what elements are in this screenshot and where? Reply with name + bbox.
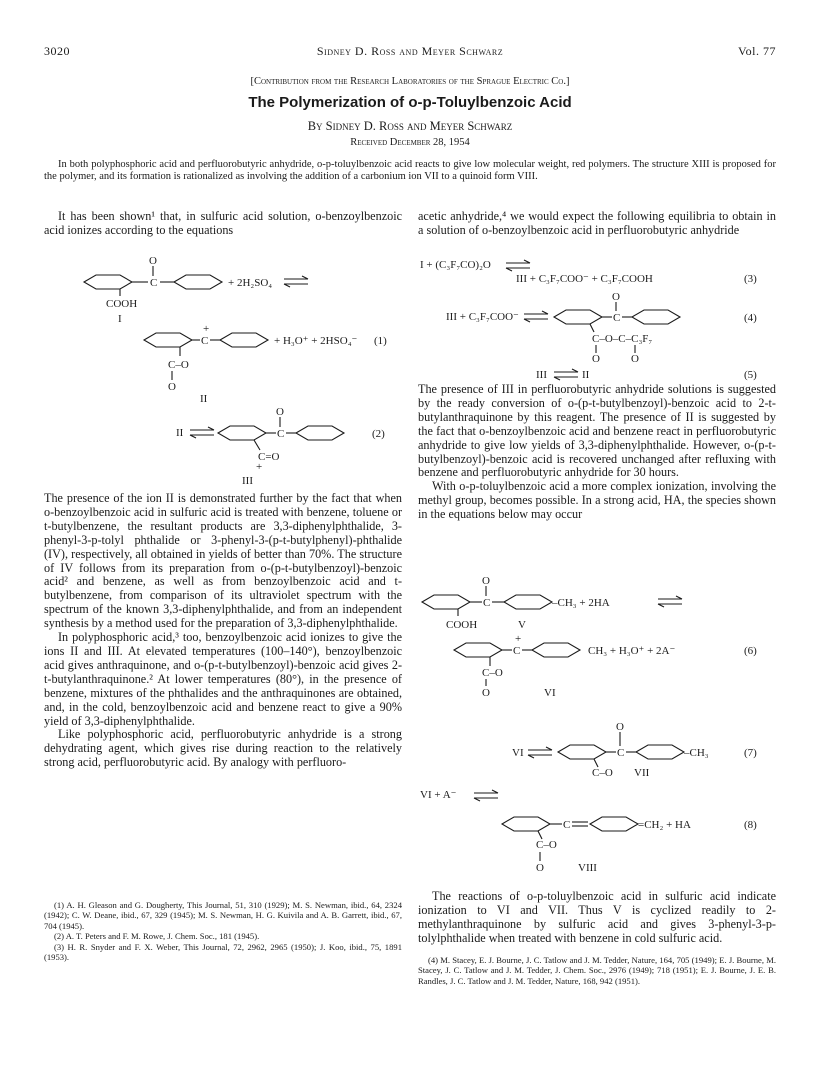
ion-VI-label: VI (544, 687, 556, 699)
carbon-label: C (563, 819, 571, 831)
benzene-ring (504, 595, 552, 609)
carbon-label: C (613, 312, 621, 324)
left-paragraph-1: It has been shown¹ that, in sulfuric acid solution, o-benzoylbenzoic acid ionizes according to the equations (44, 209, 402, 237)
c-o-label: C–O (536, 839, 557, 851)
oxygen-label: O (276, 406, 284, 418)
eq4-left: III + C₃F₇COO⁻ (446, 311, 519, 323)
contribution-line: [Contribution from the Research Laboratories of the Sprague Electric Co.] (250, 76, 570, 87)
footnote-3: (3) H. R. Snyder and F. X. Weber, This Journal, 72, 2962, 2965 (1950); J. Koo, ibid., 75, 1891 (1953). (44, 941, 402, 963)
footnote-1: (1) A. H. Gleason and G. Dougherty, This Journal, 51, 310 (1929); M. S. Newman, ibid., 64, 2324 (1942); C. W. Deane, ibid., 67, 329 (1945); M. S. Newman, H. G. Kuivila and A. B. Garrett, ibid., 67, 704 (1945). (44, 900, 402, 931)
equation-1-diagram (44, 252, 402, 407)
volume: Vol. 77 (738, 44, 776, 58)
oxygen-label: O (612, 291, 620, 303)
oxygen-label: O (592, 353, 600, 365)
c-o-label: C–O (592, 767, 613, 779)
benzene-ring (296, 426, 344, 440)
benzene-ring (558, 745, 606, 759)
footnote-4: (4) M. Stacey, E. J. Bourne, J. C. Tatlow and J. M. Tedder, Nature, 164, 705 (1949); E. J. Bourne, M. Stacey, J. C. Tatlow and J. M. Tedder, J. Chem. Soc., 2976 (1949); 718 (1951); E. J. Bourne, J. E. B. Randles, J. C. Tatlow and J. M. Tedder, Nature, 168, 942 (1951). (418, 955, 776, 986)
compound-I-label: I (118, 313, 122, 325)
benzene-ring (174, 275, 222, 289)
oxygen-label: O (149, 255, 157, 267)
c-eq-o-label: C=O (258, 451, 280, 463)
oxygen-label: O (482, 687, 490, 699)
right-col-bottom (418, 890, 776, 946)
eq1-products: + H₃O⁺ + 2HSO₄⁻ (274, 335, 358, 347)
equations-3-to-5-diagram (418, 252, 776, 382)
eq3-left: I + (C₃F₇CO)₂O (420, 259, 491, 271)
eq5-left: III (536, 369, 547, 381)
eq3-number: (3) (744, 273, 757, 285)
benzene-ring (554, 310, 602, 324)
right-paragraph-1: acetic anhydride,⁴ we would expect the following equilibria to obtain in a solution of o-benzoylbenzoic acid in perfluorobutyric anhydride (418, 209, 776, 237)
eq1-reagent: + 2H₂SO₄ (228, 277, 273, 289)
benzene-ring (590, 817, 638, 831)
cooh-label: COOH (446, 619, 478, 631)
oxygen-label: O (616, 721, 624, 733)
right-paragraph-2: The presence of III in perfluorobutyric anhydride solutions is suggested by the ready conversion of o-(p-t-butylbenzoyl)-benzoic acid to 2-t-butylanthraquinone by this reagent. The presence of II is suggested by the fact that o-benzoylbenzoic acid and benzene react in perfluorobutyric anhydride to give low yields of 3,3-diphenylphthalide. However, o-(p-t-butylbenzoyl)-benzoic acid is recovered unchanged after refluxing with benzene and perfluorobutyric anhydride for 30 hours. (418, 382, 776, 480)
eq1-number: (1) (374, 335, 387, 347)
benzene-ring (502, 817, 550, 831)
eq7-left: VI (512, 747, 524, 759)
plus-sign: + (203, 323, 210, 335)
right-col-top (418, 210, 776, 238)
ion-III-label: III (242, 475, 253, 487)
benzene-ring (218, 426, 266, 440)
oxygen-label: O (168, 381, 176, 393)
carbon-label: C (617, 747, 625, 759)
eq4-group: C–O–C–C₃F₇ (592, 333, 653, 345)
received-date: Received December 28, 1954 (350, 137, 470, 148)
carbon-label: C (513, 645, 521, 657)
plus-sign: + (515, 633, 522, 645)
eq4-number: (4) (744, 312, 757, 324)
benzene-ring (454, 643, 502, 657)
left-paragraph-3: In polyphosphoric acid,³ too, benzoylbenzoic acid ionizes to give the ions II and III. At elevated temperatures (100–140°), benzoylbenzoic acid gives anthraquinone, and o-(p-t-butylbenzoyl)-benzoic acid gives 2-t-butylanthraquinone.² At lower temperatures (80°), in the presence of benzene, mixtures of the phthalides and the anthraquinones are obtained, and, in the cold, benzoylbenzoic acid and benzene react to give a 90% yield of 3,3-diphenylphthalide. (44, 630, 402, 728)
eq2-left: II (176, 427, 184, 439)
oxygen-label: O (536, 862, 544, 874)
eq7-number: (7) (744, 747, 757, 759)
oxygen-label: O (631, 353, 639, 365)
left-paragraph-4: Like polyphosphoric acid, perfluorobutyric anhydride is a strong dehydrating agent, which gives rise during reaction to the relatively strong acid, perfluorobutyric acid. By analogy with perfluoro- (44, 727, 402, 770)
oxygen-label: O (482, 575, 490, 587)
carbon-label: C (201, 335, 209, 347)
byline: By Sidney D. Ross and Meyer Schwarz (307, 119, 513, 133)
c-o-label: C–O (168, 359, 189, 371)
benzene-ring (636, 745, 684, 759)
right-paragraph-3: With o-p-toluylbenzoic acid a more complex ionization, involving the methyl group, becomes possible. In a strong acid, HA, the species shown in the equations below may occur (418, 479, 776, 522)
eq8-number: (8) (744, 819, 757, 831)
eq5-number: (5) (744, 369, 757, 381)
running-title: Sidney D. Ross and Meyer Schwarz (316, 44, 504, 58)
eq6-reagent: –CH₃ + 2HA (552, 597, 610, 609)
right-paragraph-4: The reactions of o-p-toluylbenzoic acid in sulfuric acid indicate ionization to VI and VII. Thus V is cyclized readily to 2-methylanthraquinone by sulfuric acid and gives 3-phenyl-3-p-tolylphthalide when treated with benzene in cold sulfuric acid. (418, 889, 776, 945)
form-VIII-label: VIII (578, 862, 597, 874)
c-o-label: C–O (482, 667, 503, 679)
benzene-ring (532, 643, 580, 657)
eq7-right: –CH₃ (684, 747, 709, 759)
cooh-label: COOH (106, 298, 138, 310)
right-col-middle (418, 383, 776, 522)
carbon-label: C (150, 277, 158, 289)
ion-II-label: II (200, 393, 208, 405)
eq6-products: CH₃ + H₃O⁺ + 2A⁻ (588, 645, 676, 657)
benzene-ring (632, 310, 680, 324)
left-col-body (44, 492, 402, 770)
footnote-2: (2) A. T. Peters and F. M. Rowe, J. Chem. Soc., 181 (1945). (54, 931, 260, 942)
benzene-ring (84, 275, 132, 289)
left-paragraph-2: The presence of the ion II is demonstrated further by the fact that when o-benzoylbenzoic acid in sulfuric acid is treated with benzene, toluene or t-butylbenzene, the resultant products are 3,3-diphenylphthalide, 3-phenyl-3-p-tolyl phthalide or 3-phenyl-3-(p-t-butylphenyl)-phthalide (IV), respectively, all obtained in yields of better than 70%. The structure of IV follows from its preparation from o-(p-t-butylbenzoyl)-benzoic acid² and benzene, as well as from benzoylbenzoic acid and t-butylbenzene, from comparison of its ultraviolet spectrum with the spectrum of the known 3,3-diphenylphthalide, and from an independent synthesis by a method used for the preparation of 3,3-diphenylphthalide. (44, 491, 402, 631)
eq5-right: II (582, 369, 590, 381)
eq3-right: III + C₃F₇COO⁻ + C₃F₇COOH (516, 273, 653, 285)
left-footnotes (44, 900, 402, 962)
equations-6-to-8-diagram (418, 572, 776, 884)
equation-2-diagram (44, 408, 402, 488)
eq2-number: (2) (372, 428, 385, 440)
carbon-label: C (277, 428, 285, 440)
article-title: The Polymerization of o-p-Toluylbenzoic Acid (248, 94, 572, 111)
page-number: 3020 (44, 44, 70, 58)
compound-V-label: V (518, 619, 526, 631)
abstract: In both polyphosphoric acid and perfluorobutyric anhydride, o-p-toluylbenzoic acid reacts to give low molecular weight, red polymers. The structure XIII is proposed for the polymer, and its formation is rationalized as involving the addition of a carbonium ion VII to a quinoid form VIII. (44, 159, 776, 182)
benzene-ring (144, 333, 192, 347)
ion-VII-label: VII (634, 767, 650, 779)
plus-sign: + (256, 461, 263, 473)
left-col-top (44, 210, 402, 238)
carbon-label: C (483, 597, 491, 609)
eq8-left: VI + A⁻ (420, 789, 457, 801)
eq6-number: (6) (744, 645, 757, 657)
right-footnotes (418, 955, 776, 986)
eq8-right: =CH₂ + HA (638, 819, 691, 831)
benzene-ring (422, 595, 470, 609)
benzene-ring (220, 333, 268, 347)
